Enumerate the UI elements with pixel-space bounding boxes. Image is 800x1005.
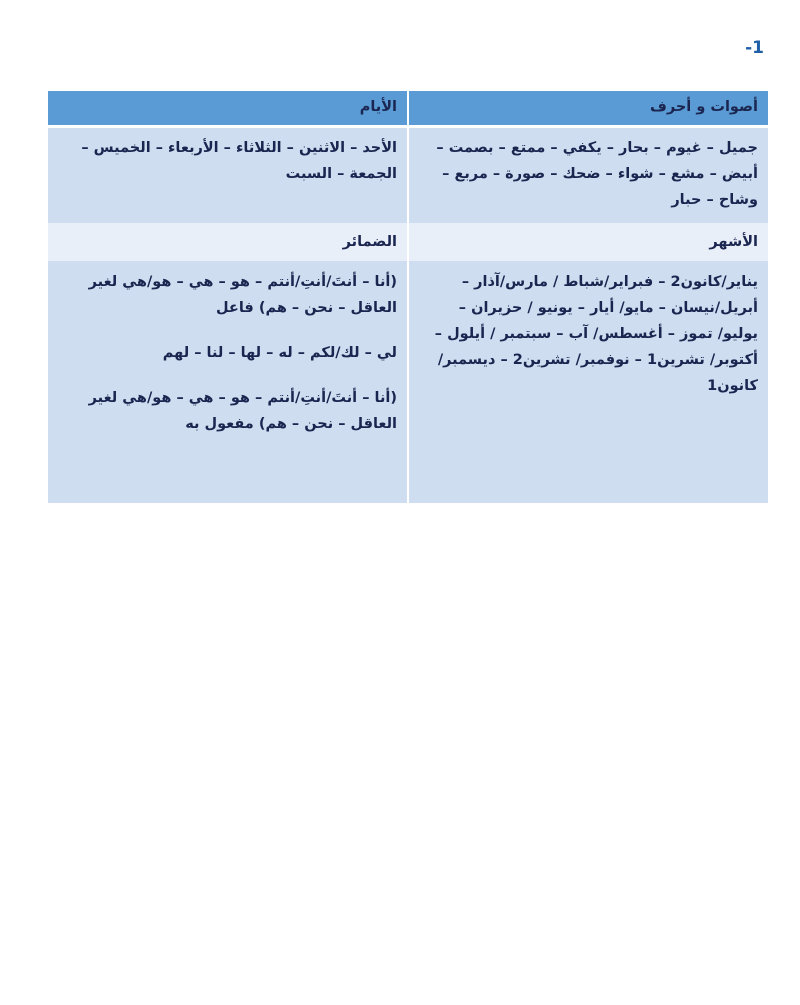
pronouns-subject: (أنا – أنتَ/أنتِ/أنتم – هو – هي – هو/هي لغير العاقل – نحن – هم) فاعل [88, 274, 397, 316]
cell-sounds-letters: جميل – غيوم – بحار – يكفي – ممتع – بصمت – أبيض – مشع – شواء – ضحك – صورة – مربع – وشاح – حبار [408, 127, 769, 224]
cell-pronouns [47, 261, 408, 503]
header-days: الأيام [47, 91, 408, 127]
table-row [47, 127, 769, 224]
pronouns-object: (أنا – أنتَ/أنتِ/أنتم – هو – هي – هو/هي لغير العاقل – نحن – هم) مفعول به [88, 390, 397, 432]
pronouns-possessive: لي – لك/لكم – له – لها – لنا – لهم [162, 345, 397, 361]
cell-pronouns-label: الضمائر [47, 223, 408, 261]
table-header-row [47, 91, 769, 127]
table-row [47, 223, 769, 261]
page-number: -1 [745, 38, 764, 58]
cell-months: يناير/كانون2 – فبراير/شباط / مارس/آذار – أبريل/نيسان – مايو/ أيار – يونيو / حزيران – يوليو/ تموز – أغسطس/ آب – سبتمبر / أيلول – أكتوبر/ تشرين1 – نوفمبر/ تشرين2 – ديسمبر/ كانون1 [408, 261, 769, 503]
vocabulary-table-grid [46, 91, 770, 503]
vocabulary-table [46, 91, 768, 503]
cell-months-label: الأشهر [408, 223, 769, 261]
table-row [47, 261, 769, 503]
header-sounds-letters: أصوات و أحرف [408, 91, 769, 127]
cell-days: الأحد – الاثنين – الثلاثاء – الأربعاء – الخميس – الجمعة – السبت [47, 127, 408, 224]
